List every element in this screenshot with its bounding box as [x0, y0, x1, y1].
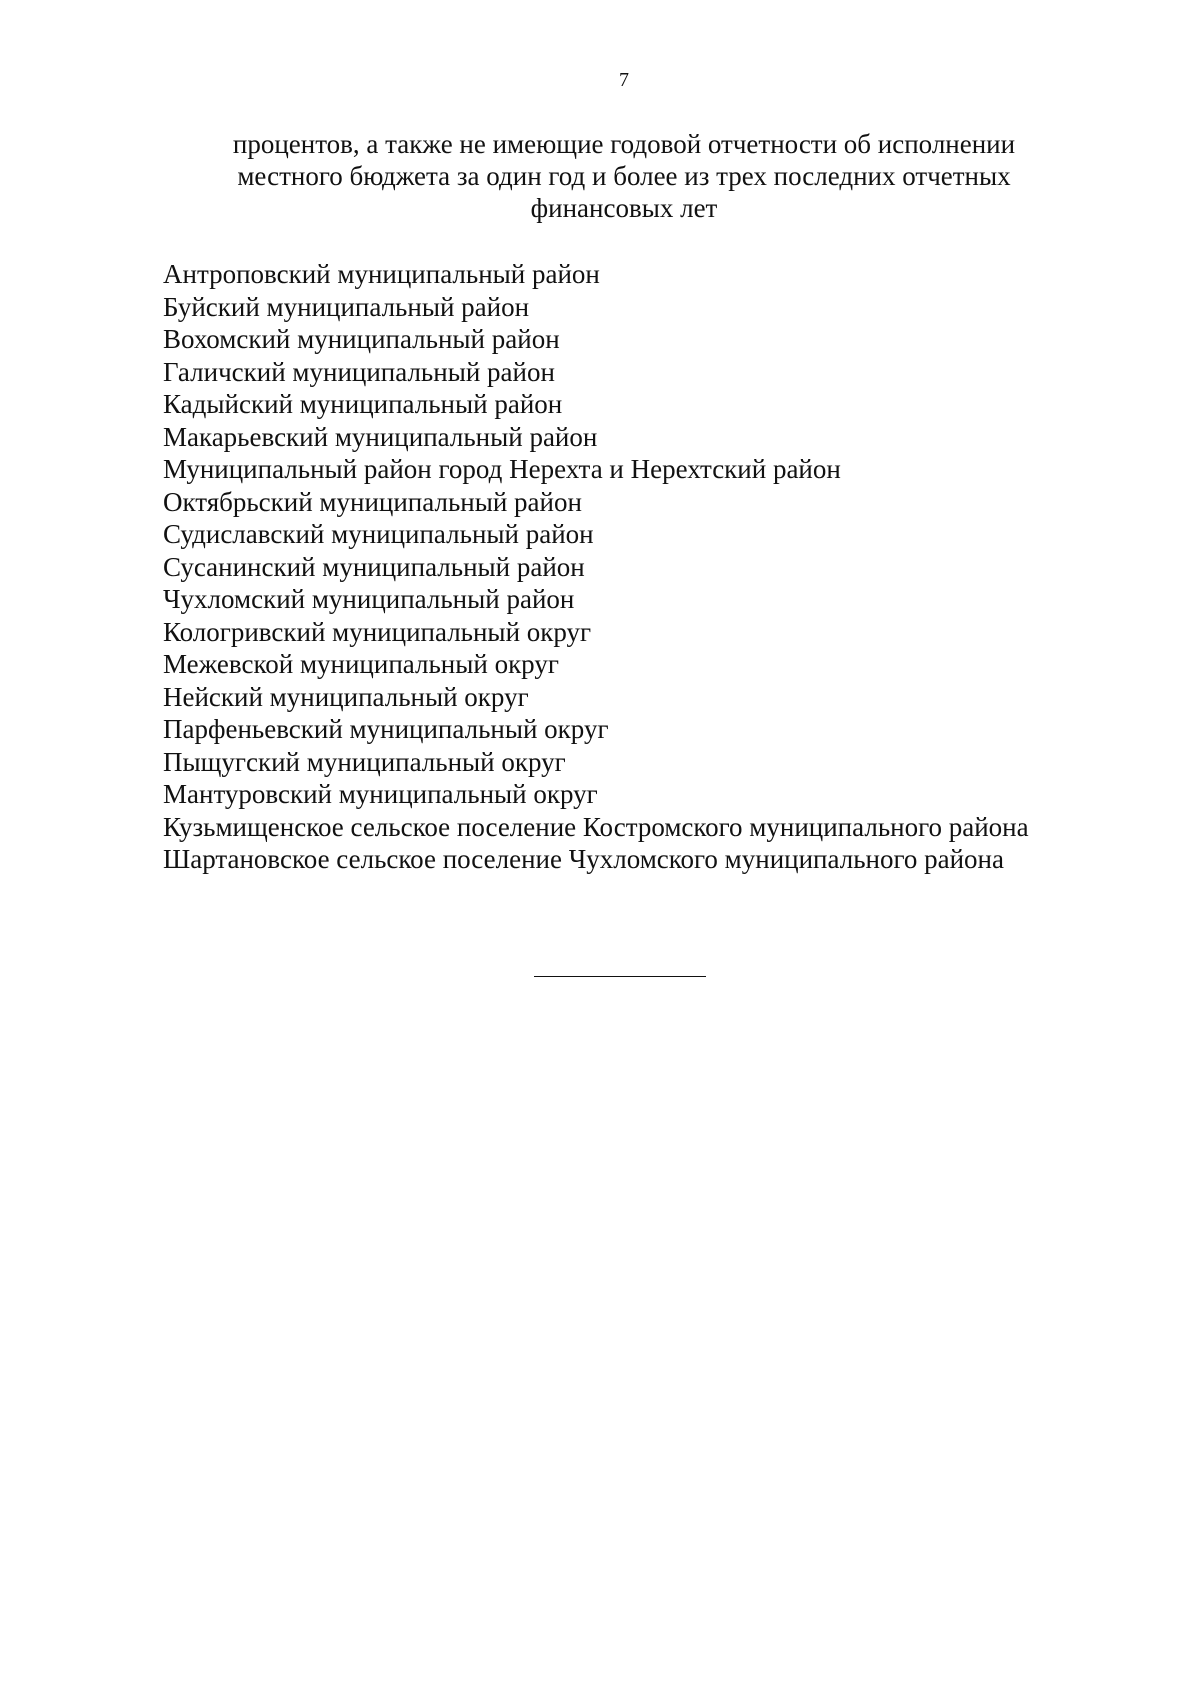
- list-item: Муниципальный район город Нерехта и Нерехтский район: [163, 454, 841, 484]
- municipality-list: [163, 258, 1163, 876]
- list-item: Октябрьский муниципальный район: [163, 486, 582, 517]
- heading-line: финансовых лет: [530, 193, 718, 223]
- list-item: Пыщугский муниципальный округ: [163, 746, 566, 777]
- list-item: Буйский муниципальный район: [163, 291, 530, 322]
- closing-divider: [534, 976, 706, 977]
- list-item: Сусанинский муниципальный район: [163, 551, 585, 582]
- list-item: Нейский муниципальный округ: [163, 681, 529, 712]
- list-item: Мантуровский муниципальный округ: [163, 779, 598, 809]
- list-item: Макарьевский муниципальный район: [163, 421, 598, 452]
- list-item: Шартановское сельское поселение Чухломского муниципального района: [163, 844, 1004, 874]
- page-number: 7: [619, 69, 629, 91]
- list-item: Вохомский муниципальный район: [163, 324, 560, 354]
- list-item: Чухломский муниципальный район: [163, 584, 575, 614]
- heading-line: процентов, а также не имеющие годовой отчетности об исполнении: [232, 129, 1016, 159]
- list-item: Межевской муниципальный округ: [163, 649, 559, 679]
- list-item: Судиславский муниципальный район: [163, 519, 594, 549]
- list-item: Кадыйский муниципальный район: [163, 389, 563, 419]
- list-item: Антроповский муниципальный район: [163, 259, 600, 289]
- list-item: Кузьмищенское сельское поселение Костромского муниципального района: [163, 811, 1029, 842]
- heading-line: местного бюджета за один год и более из трех последних отчетных: [237, 161, 1011, 191]
- list-item: Кологривский муниципальный округ: [163, 616, 592, 647]
- section-heading: [200, 128, 1048, 224]
- list-item: Галичский муниципальный район: [163, 356, 555, 387]
- list-item: Парфеньевский муниципальный округ: [163, 714, 609, 744]
